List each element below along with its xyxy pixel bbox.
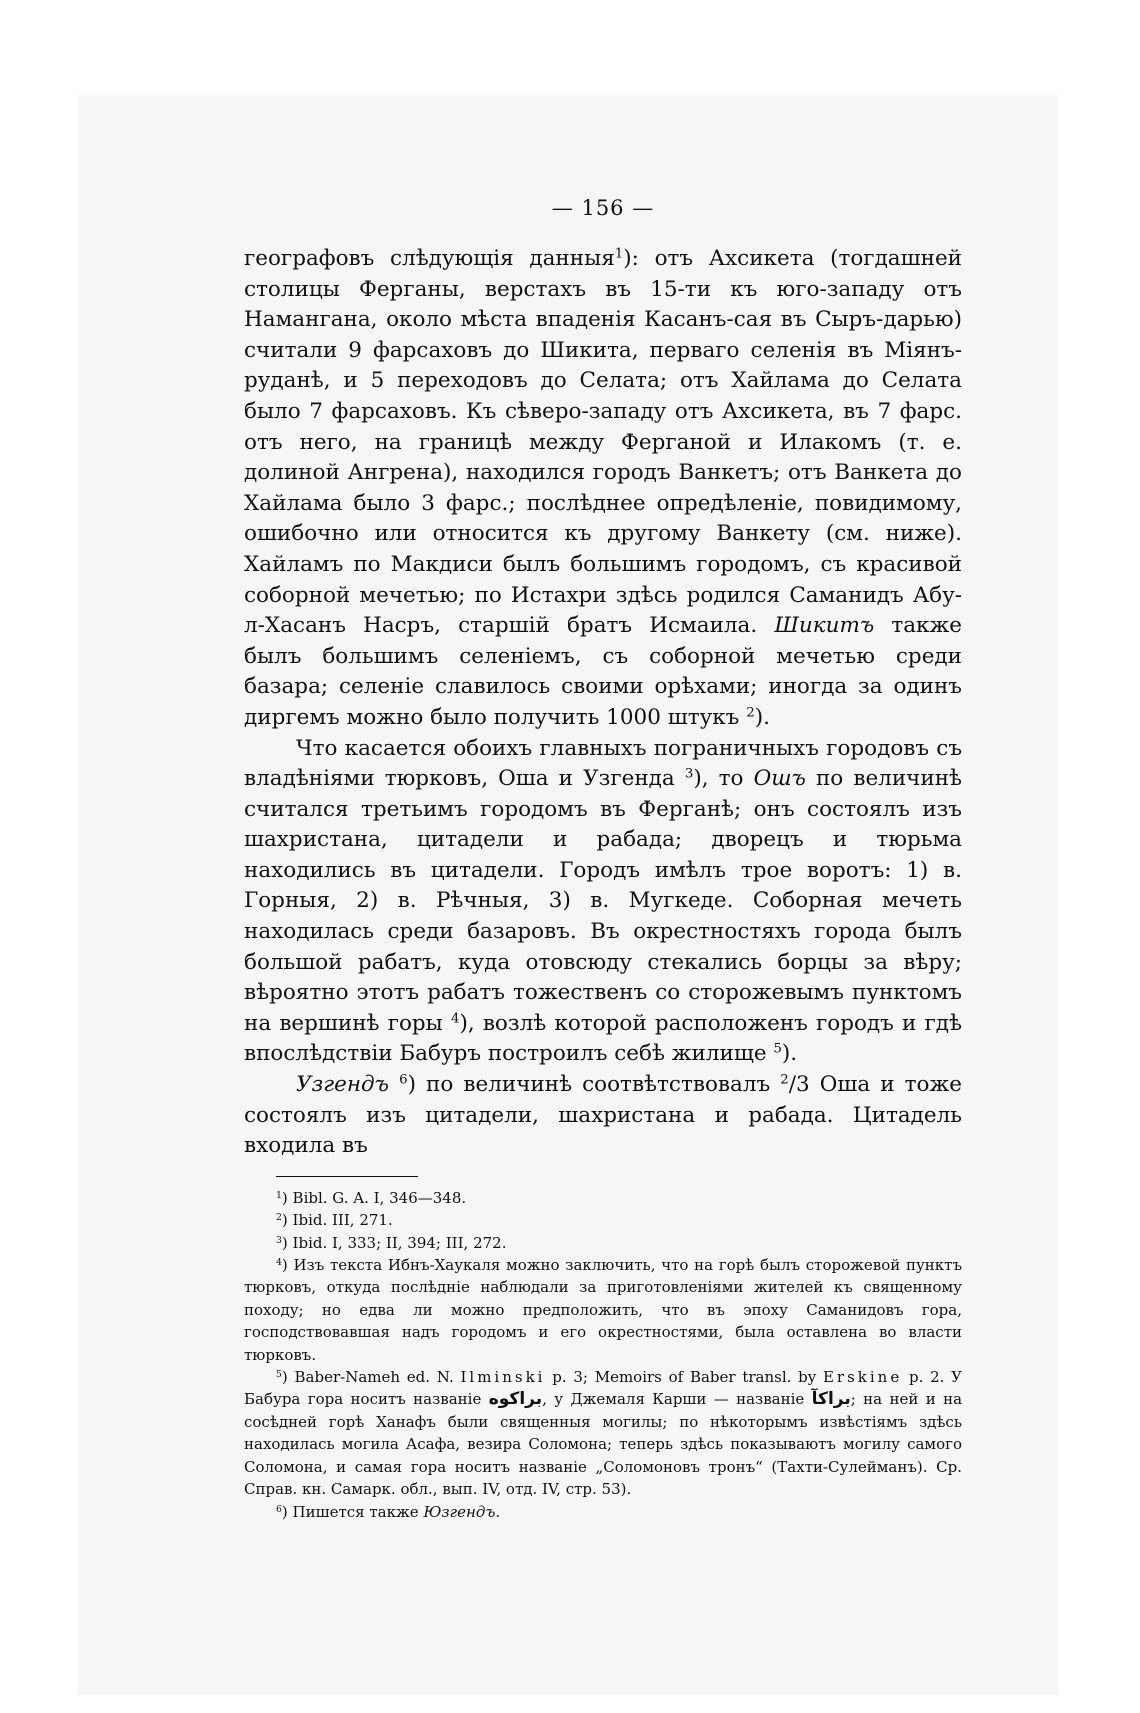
text-run: ) Baber-Nameh ed. N.: [281, 1368, 461, 1387]
footnote-marker: 4: [276, 1256, 282, 1268]
text-run: географовъ слѣдующія данныя: [244, 246, 615, 271]
italic-term: Юзгендъ: [423, 1502, 496, 1521]
footnote-ref: 2: [746, 705, 755, 721]
footnote-marker: 2: [276, 1212, 282, 1224]
text-run: , у Джемаля Карши — названіе: [542, 1390, 812, 1409]
text-run: также былъ большимъ селеніемъ, съ соборной мечетью среди базара; селеніе славилось своими орѣхами; иногда за одинъ диргемъ можно было получить 1000 штукъ: [244, 613, 962, 730]
footnote-2: [244, 1209, 962, 1231]
footnote-ref: 2: [780, 1072, 789, 1088]
arabic-term: براكوه: [488, 1389, 543, 1410]
main-text: [244, 244, 962, 1162]
footnote-ref: 5: [773, 1042, 782, 1058]
footnote-ref: 1: [614, 246, 624, 262]
footnote-marker: 6: [276, 1503, 282, 1515]
footnote-marker: 1: [276, 1189, 282, 1201]
italic-term: Узгендъ: [296, 1072, 389, 1098]
footnotes: [244, 1187, 962, 1523]
text-run: ).: [781, 1041, 798, 1067]
footnote-separator: [276, 1176, 418, 1177]
text-run: ).: [754, 704, 770, 730]
footnote-marker: 5: [276, 1368, 282, 1380]
text-run: [389, 1072, 399, 1097]
text-run: ) Ibid. I, 333; II, 394; III, 272.: [281, 1233, 507, 1252]
text-run: Что касается обоихъ главныхъ пограничныхъ городовъ съ владѣніями тюрковъ, Оша и Узгенда: [244, 735, 962, 792]
text-run: ) Изъ текста Ибнъ-Хаукаля можно заключить, что на горѣ былъ сторожевой пунктъ тюрковъ, откуда послѣдніе наблюдали за приготовленіями жителей къ священному походу; но едва ли можно предположить, что въ эпоху Саманидовъ гора, господствовавшая надъ городомъ и его окрестностями, была оставлена во власти тюрковъ.: [244, 1256, 962, 1364]
arabic-term: براكآ: [811, 1389, 851, 1410]
text-run: ), возлѣ которой расположенъ городъ и гдѣ впослѣдствіи Бабуръ построилъ себѣ жилище: [244, 1010, 962, 1067]
text-run: ): отъ Ахсикета (тогдашней столицы Ферганы, верстахъ въ 15-ти къ юго-западу отъ Намангана, около мѣста впаденія Касанъ-сая въ Сыръ-дарью) считали 9 фарсаховъ до Шикита, перваго селенія въ Міянъ-руданѣ, и 5 переходовъ до Селата; отъ Хайлама до Селата было 7 фарсаховъ. Къ сѣверо-западу отъ Ахсикета, въ 7 фарс. отъ него, на границѣ между Ферганой и Илакомъ (т. е. долиной Ангрена), находился городъ Ванкетъ; отъ Ванкета до Хайлама было 3 фарс.; послѣднее опредѣленіе, повидимому, ошибочно или относится къ другому Ванкету (см. ниже). Хайламъ по Макдиси былъ большимъ городомъ, съ красивой соборной мечетью; по Истахри здѣсь родился Саманидъ Абу-л-Хасанъ Насръ, старшій братъ Исмаила.: [244, 246, 963, 639]
text-run: по величинѣ считался третьимъ городомъ въ Ферганѣ; онъ состоялъ изъ шахристана, цитадели и рабада; дворецъ и тюрьма находились въ цитадели. Городъ имѣлъ трое воротъ: 1) в. Горныя, 2) в. Рѣчныя, 3) в. Мугкеде. Соборная мечеть находилась среди базаровъ. Въ окрестностяхъ города былъ большой рабатъ, куда отовсюду стекались борцы за вѣру; вѣроятно этотъ рабатъ тожественъ со сторожевымъ пунктомъ на вершинѣ горы: [244, 766, 962, 1036]
footnote-marker: 3: [276, 1234, 282, 1246]
footnote-3: [244, 1232, 962, 1254]
spaced-name: Erskine: [822, 1368, 903, 1387]
text-run: ) Пишется также: [281, 1502, 424, 1521]
footnote-6: [244, 1501, 962, 1523]
paragraph-3: [244, 1070, 962, 1162]
page-number: — 156 —: [551, 196, 655, 220]
spaced-name: Ilminski: [460, 1368, 546, 1387]
footnote-ref: 4: [450, 1011, 460, 1027]
paragraph-1: [244, 244, 962, 734]
text-run: ) по величинѣ соотвѣтствовалъ: [407, 1072, 781, 1098]
footnote-ref: 3: [684, 766, 694, 782]
italic-term: Шикитъ: [774, 613, 875, 639]
footnote-ref: 6: [399, 1072, 408, 1088]
text-run: .: [495, 1502, 501, 1521]
text-run: ; на ней и на сосѣдней горѣ Ханафъ были священныя могилы; по нѣкоторымъ извѣстіямъ здѣсь находилась могила Асафа, везира Соломона; теперь здѣсь показываютъ могилу самого Соломона, и самая гора носитъ названіе „Соломоновъ тронъ“ (Тахти-Сулейманъ). Ср. Справ. кн. Самарк. обл., вып. IV, отд. IV, стр. 53).: [244, 1390, 963, 1499]
footnote-4: [244, 1254, 962, 1366]
footnote-1: [244, 1187, 962, 1209]
text-run: ) Ibid. III, 271.: [281, 1211, 393, 1230]
footnote-5: [244, 1366, 962, 1500]
book-page: [244, 196, 962, 1523]
text-run: p. 3; Memoirs of Baber transl. by: [545, 1368, 823, 1387]
paragraph-2: [244, 734, 962, 1071]
text-run: ), то: [693, 766, 754, 792]
text-run: p. 2. У Бабура гора носитъ названіе: [244, 1368, 962, 1409]
text-run: /3 Оша и тоже состоялъ изъ цитадели, шахристана и рабада. Цитадель входила въ: [244, 1072, 963, 1159]
italic-term: Ошъ: [753, 766, 806, 792]
text-run: ) Bibl. G. A. I, 346—348.: [281, 1188, 467, 1207]
